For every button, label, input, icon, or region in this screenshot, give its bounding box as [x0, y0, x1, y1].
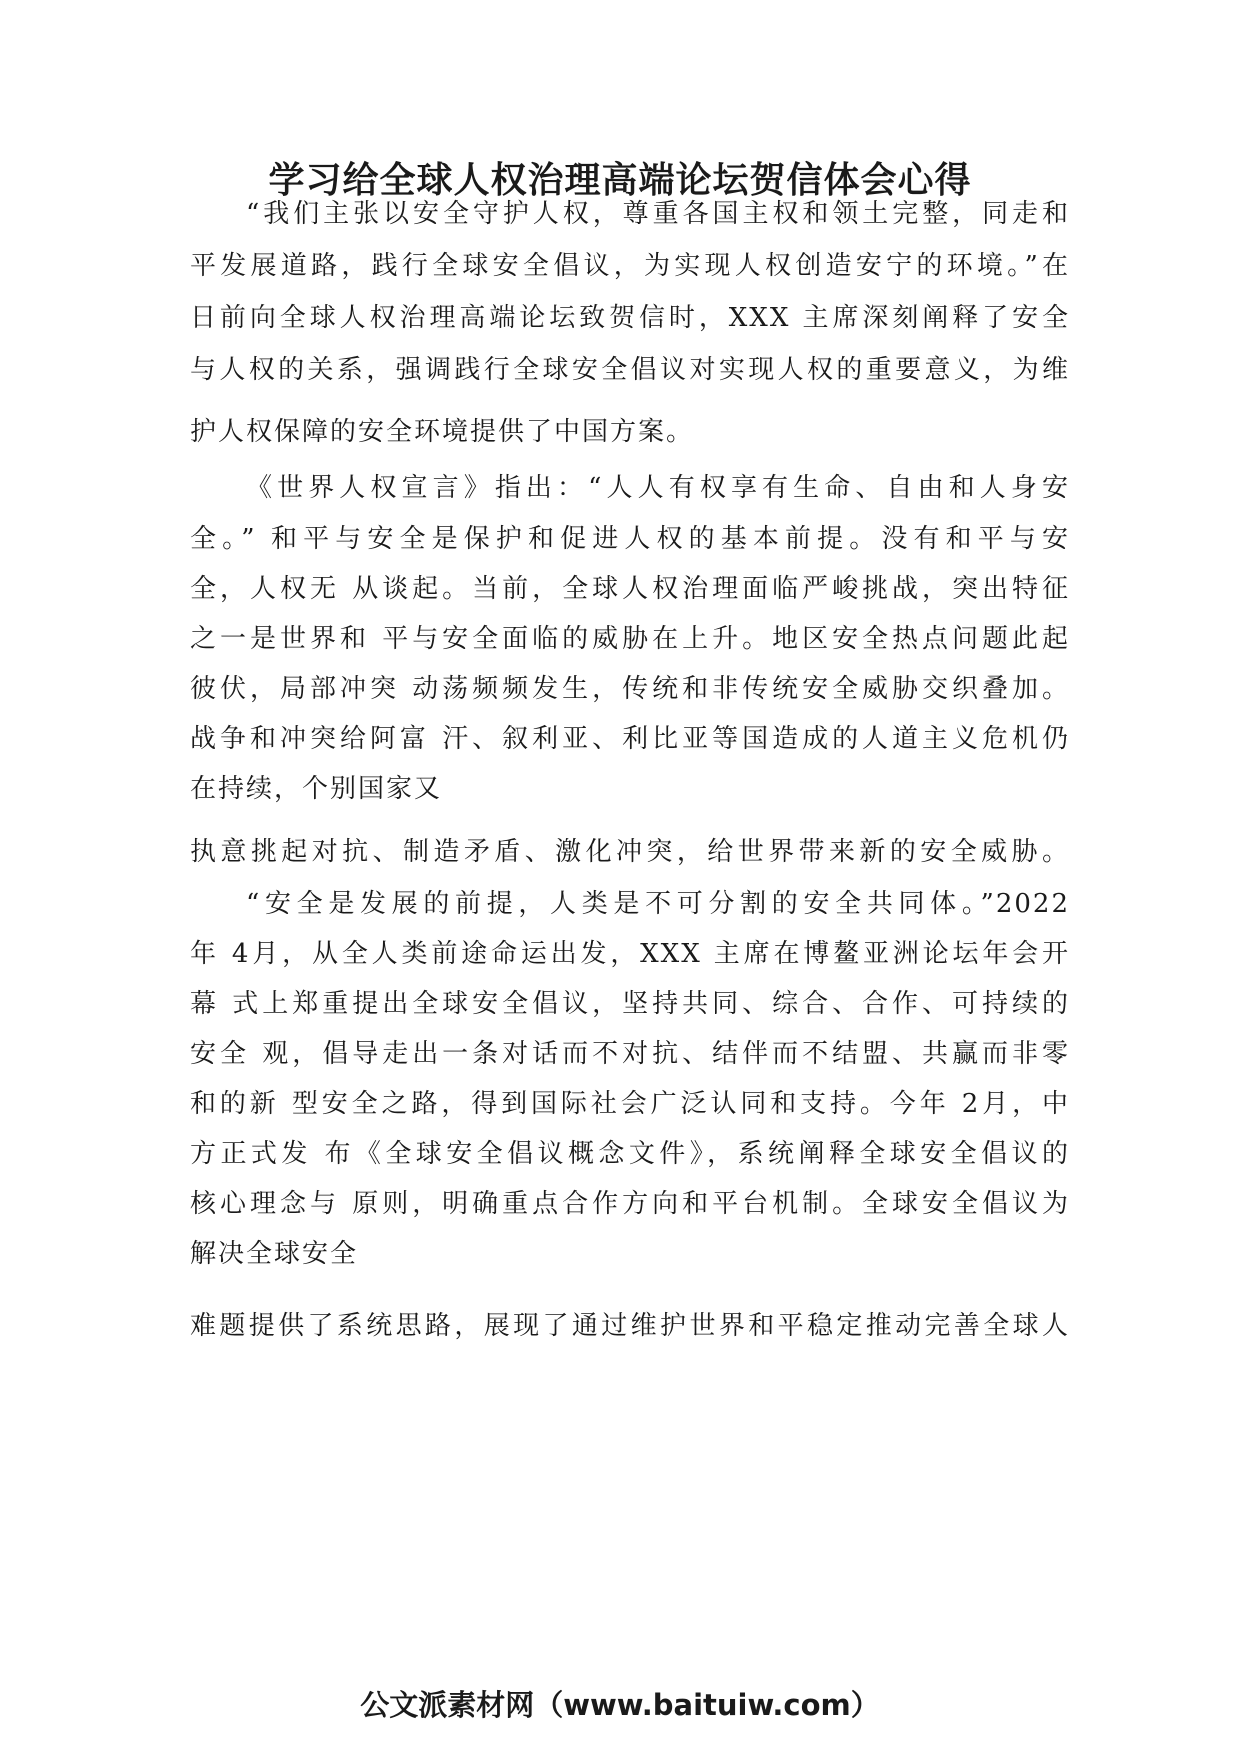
- paragraph-line: 全，人权无 从谈起。当前，全球人权治理面临严峻挑战，突出特征: [190, 574, 1070, 604]
- paragraph-line: 《世界人权宣言》指出：“人人有权享有生命、自由和人身安: [246, 473, 1070, 503]
- paragraph-line: 和的新 型安全之路，得到国际社会广泛认同和支持。今年 2月，中: [190, 1089, 1070, 1119]
- paragraph-line: 在持续，个别国家又: [190, 774, 443, 804]
- paragraph-line: 日前向全球人权治理高端论坛致贺信时，XXX 主席深刻阐释了安全: [190, 303, 1070, 333]
- paragraph-line: 与人权的关系，强调践行全球安全倡议对实现人权的重要意义，为维: [190, 355, 1070, 385]
- paragraph-line: “我们主张以安全守护人权，尊重各国主权和领土完整，同走和: [246, 199, 1070, 229]
- paragraph-line: 战争和冲突给阿富 汗、叙利亚、利比亚等国造成的人道主义危机仍: [190, 724, 1070, 754]
- paragraph-line: 幕 式上郑重提出全球安全倡议，坚持共同、综合、合作、可持续的: [190, 989, 1070, 1019]
- paragraph-line: “安全是发展的前提，人类是不可分割的安全共同体。”2022: [246, 889, 1070, 919]
- paragraph-line: 安全 观，倡导走出一条对话而不对抗、结伴而不结盟、共赢而非零: [190, 1039, 1070, 1069]
- paragraph-line: 核心理念与 原则，明确重点合作方向和平台机制。全球安全倡议为: [190, 1189, 1070, 1219]
- paragraph-line: 年 4月，从全人类前途命运出发，XXX 主席在博鳌亚洲论坛年会开: [190, 939, 1070, 969]
- paragraph-line: 之一是世界和 平与安全面临的威胁在上升。地区安全热点问题此起: [190, 624, 1070, 654]
- paragraph-line: 彼伏，局部冲突 动荡频频发生，传统和非传统安全威胁交织叠加。: [190, 674, 1070, 704]
- page-footer: 公文派素材网（www.baituiw.com）: [360, 1688, 880, 1722]
- paragraph-line: 护人权保障的安全环境提供了中国方案。: [190, 417, 695, 447]
- paragraph-line: 解决全球安全: [190, 1239, 359, 1269]
- paragraph-line: 难题提供了系统思路，展现了通过维护世界和平稳定推动完善全球人: [190, 1311, 1070, 1341]
- paragraph-line: 平发展道路，践行全球安全倡议，为实现人权创造安宁的环境。”在: [190, 251, 1070, 281]
- paragraph-line: 全。” 和平与安全是保护和促进人权的基本前提。没有和平与安: [190, 524, 1070, 554]
- paragraph-line: 执意挑起对抗、制造矛盾、激化冲突，给世界带来新的安全威胁。: [190, 837, 1070, 867]
- document-title: 学习给全球人权治理高端论坛贺信体会心得: [268, 160, 972, 201]
- paragraph-line: 方正式发 布《全球安全倡议概念文件》，系统阐释全球安全倡议的: [190, 1139, 1070, 1169]
